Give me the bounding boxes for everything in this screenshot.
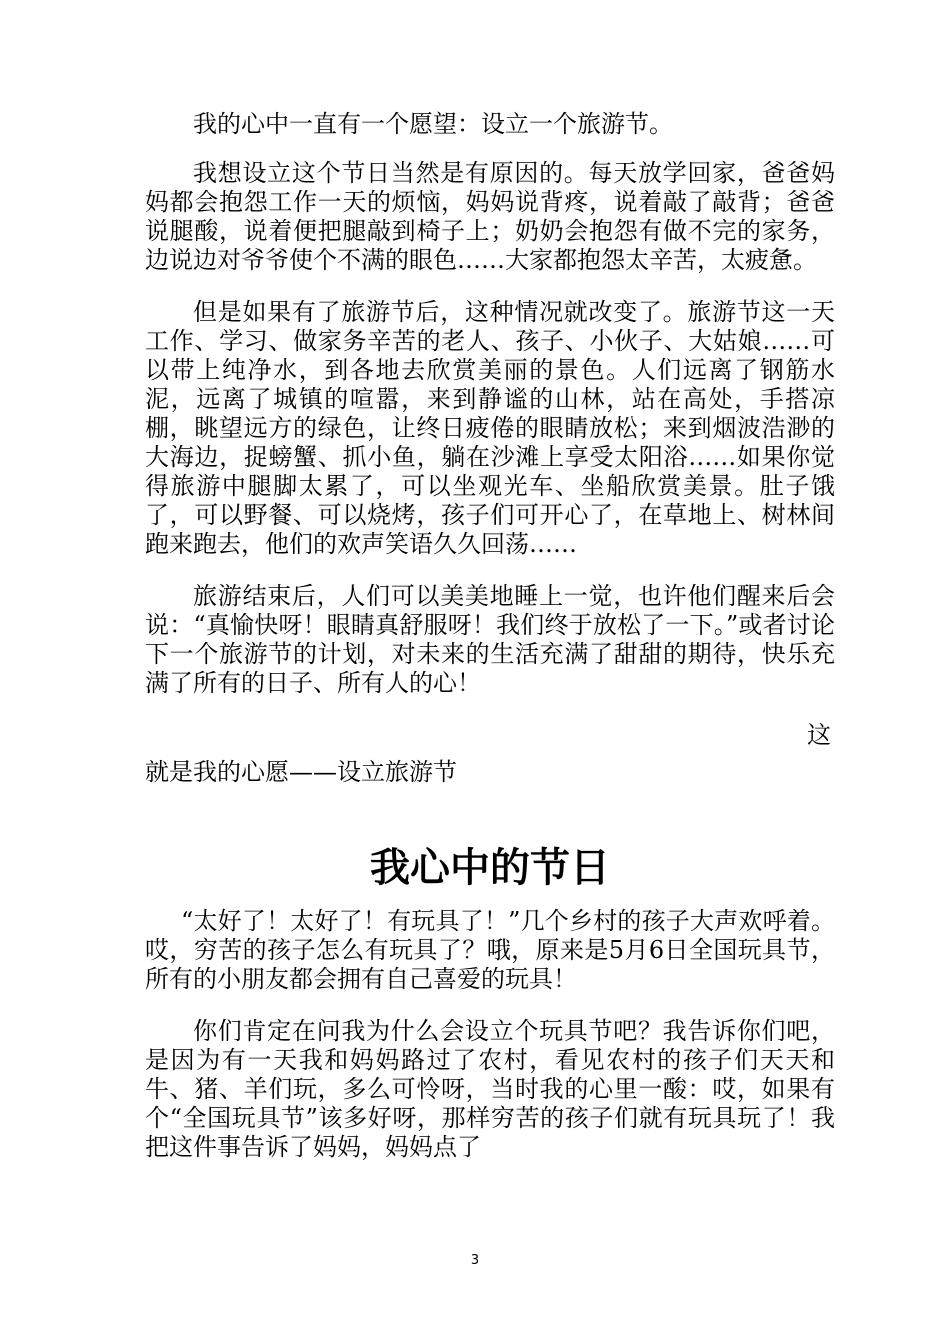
- closing-line-left: 就是我的心愿——设立旅游节: [145, 758, 457, 786]
- page-number: 3: [470, 1253, 480, 1268]
- paragraph-toys-cheer: “太好了！太好了！有玩具了！”几个乡村的孩子大声欢呼着。哎，穷苦的孩子怎么有玩具了？哦，原来是5月6日全国玩具节，所有的小朋友都会拥有自己喜爱的玩具！: [145, 907, 835, 993]
- paragraph-wish: 我的心中一直有一个愿望：设立一个旅游节。: [193, 110, 673, 138]
- paragraph-toy-festival-reason: 你们肯定在问我为什么会设立个玩具节吧？我告诉你们吧，是因为有一天我和妈妈路过了农村，看见农村的孩子们天天和牛、猪、羊们玩，多么可怜呀，当时我的心里一酸：哎，如果有个“全国玩具节”该多好呀，那样穷苦的孩子们就有玩具玩了！我把这件事告诉了妈妈，妈妈点了: [145, 1017, 835, 1161]
- paragraph-travel-festival: 但是如果有了旅游节后，这种情况就改变了。旅游节这一天工作、学习、做家务辛苦的老人、孩子、小伙子、大姑娘……可以带上纯净水，到各地去欣赏美丽的景色。人们远离了钢筋水泥，远离了城镇的喧嚣，来到静谧的山林，站在高处，手搭凉棚，眺望远方的绿色，让终日疲倦的眼睛放松；来到烟波浩渺的大海边，捉螃蟹、抓小鱼，躺在沙滩上享受太阳浴……如果你觉得旅游中腿脚太累了，可以坐观光车、坐船欣赏美景。肚子饿了，可以野餐、可以烧烤，孩子们可开心了，在草地上、树林间跑来跑去，他们的欢声笑语久久回荡……: [145, 298, 835, 558]
- closing-line-right: 这: [807, 721, 831, 749]
- paragraph-reason: 我想设立这个节日当然是有原因的。每天放学回家，爸爸妈妈都会抱怨工作一天的烦恼，妈妈说背疼，说着敲了敲背；爸爸说腿酸，说着便把腿敲到椅子上；奶奶会抱怨有做不完的家务，边说边对爷爷使个不满的眼色……大家都抱怨太辛苦，太疲惫。: [145, 159, 835, 274]
- section-title: 我心中的节日: [370, 845, 610, 891]
- paragraph-after-travel: 旅游结束后，人们可以美美地睡上一觉，也许他们醒来后会说：“真愉快呀！眼睛真舒服呀！我们终于放松了一下。”或者讨论下一个旅游节的计划，对未来的生活充满了甜甜的期待，快乐充满了所有的日子、所有人的心！: [145, 582, 835, 697]
- document-page: [145, 110, 835, 1185]
